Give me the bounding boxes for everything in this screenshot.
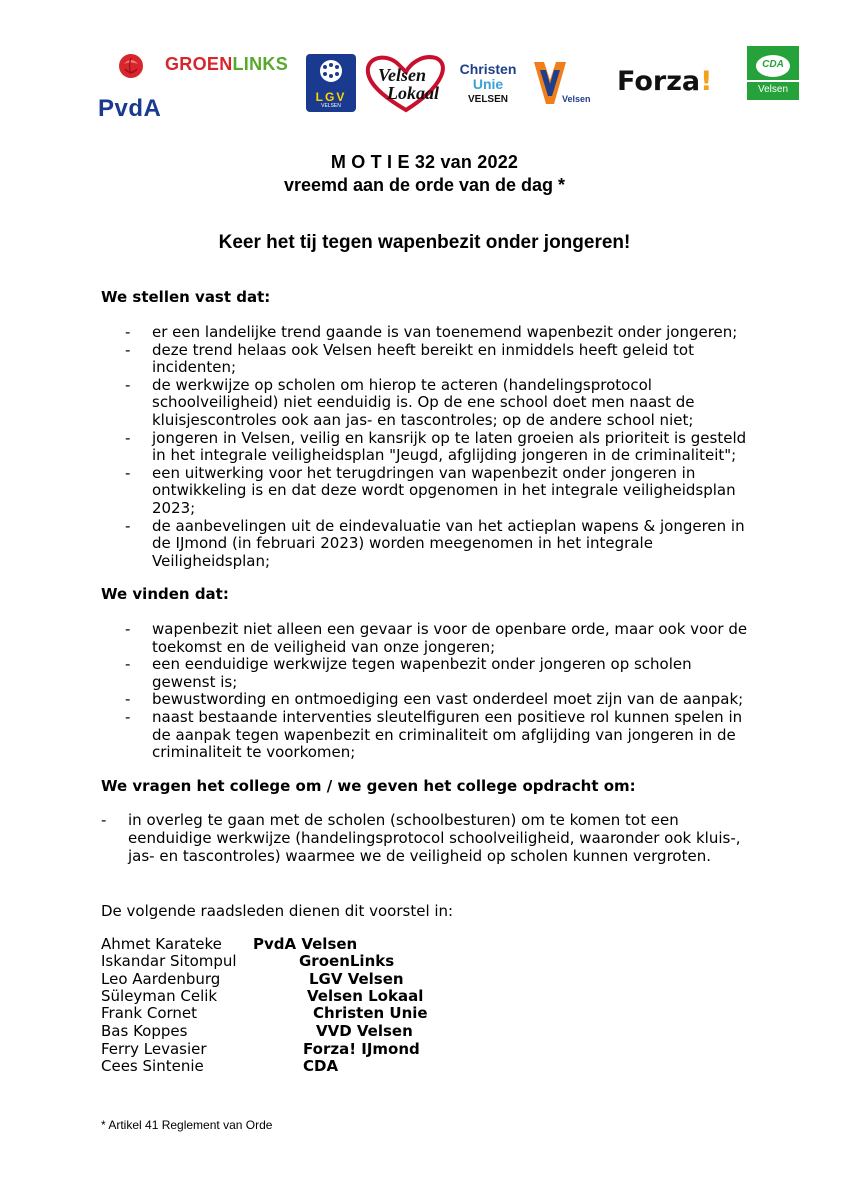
list-vinden <box>0 621 849 762</box>
vvd-logo <box>532 60 592 110</box>
forza-logo-mark: ! <box>700 66 713 97</box>
list-item: - jongeren in Velsen, veilig en kansrijk op te laten groeien als prioriteit is gesteld in het integrale veiligheidsplan "Jeugd, afglijding jongeren in de criminaliteit"; <box>125 428 747 465</box>
section-title-vragen: We vragen het college om / we geven het college opdracht om: <box>101 777 636 795</box>
motion-subtitle: vreemd aan de orde van de dag * <box>283 175 566 195</box>
list-item: - de werkwijze op scholen om hierop te acteren (handelingsprotocol schoolveiligheid) niet eenduidig is. Op de ene school doet men naast de kluisjescontroles ook aan jas- en tascontroles; op de andere school niet; <box>125 375 695 429</box>
signer-name: Ferry Levasier <box>101 1040 207 1058</box>
list-item: - de aanbevelingen uit de eindevaluatie van het actieplan wapens & jongeren in de IJmond (in februari 2023) worden meegenomen in het integrale Veiligheidsplan; <box>125 516 745 570</box>
cda-logo-text: CDA <box>762 59 784 70</box>
signer-name: Bas Koppes <box>101 1022 188 1040</box>
list-vragen <box>0 812 849 865</box>
signer-party: CDA <box>303 1057 339 1075</box>
signer-name: Cees Sintenie <box>101 1057 204 1075</box>
lgv-logo-subtext: VELSEN <box>321 103 341 109</box>
section-title-vast: We stellen vast dat: <box>101 288 271 306</box>
list-item: - deze trend helaas ook Velsen heeft bereikt en inmiddels heeft geleid tot incidenten; <box>125 340 694 377</box>
pvda-logo-text: PvdA <box>98 95 162 122</box>
lgv-logo-text: LGV <box>315 90 347 104</box>
list-item: - een uitwerking voor het terugdringen van wapenbezit onder jongeren in ontwikkeling is en dat deze wordt opgenomen in het integrale veiligheidsplan 2023; <box>125 463 736 517</box>
signer-name: Leo Aardenburg <box>101 970 221 988</box>
list-item: - er een landelijke trend gaande is van toenemend wapenbezit onder jongeren; <box>125 323 738 341</box>
list-item: - naast bestaande interventies sleutelfiguren een positieve rol kunnen spelen in de aanpak tegen wapenbezit en criminaliteit om afglijding van jongeren in de criminaliteit te voorkomen; <box>125 707 743 762</box>
list-item: - wapenbezit niet alleen een gevaar is voor de openbare orde, maar ook voor de toekomst en de veiligheid van onze jongeren; <box>125 620 748 656</box>
forza-logo <box>617 66 712 97</box>
vvd-logo-subtext: Velsen <box>562 94 591 104</box>
lgv-logo <box>306 54 356 112</box>
motion-title: Keer het tij tegen wapenbezit onder jongeren! <box>218 232 631 253</box>
signer-name: Iskandar Sitompul <box>101 952 237 970</box>
signer-party: Christen Unie <box>313 1004 428 1022</box>
signer-name: Ahmet Karateke <box>101 935 222 953</box>
christenunie-line1: Christen <box>459 61 517 77</box>
groenlinks-logo-part-a: GROEN <box>165 54 233 74</box>
groenlinks-logo-part-b: LINKS <box>232 54 289 74</box>
list-item: - in overleg te gaan met de scholen (schoolbesturen) om te komen tot een eenduidige werkwijze (handelingsprotocol schoolveiligheid, waaronder ook kluis-, jas- en tascontroles) waarmee we de veiligheid op scholen kunnen vergroten. <box>101 811 741 865</box>
signer-party: PvdA Velsen <box>253 935 358 953</box>
signer-party: VVD Velsen <box>316 1022 413 1040</box>
signer-name: Süleyman Celik <box>101 987 218 1005</box>
motion-number-title: M O T I E 32 van 2022 <box>330 152 519 172</box>
cda-logo <box>747 46 799 100</box>
party-logos-bar <box>0 40 849 130</box>
list-item: - een eenduidige werkwijze tegen wapenbezit onder jongeren op scholen gewenst is; <box>125 655 692 691</box>
signer-party: Forza! IJmond <box>303 1040 420 1058</box>
groenlinks-logo <box>165 54 288 75</box>
forza-logo-text: Forza <box>617 66 701 97</box>
velsen-lokaal-logo-text <box>378 66 439 102</box>
footnote: * Artikel 41 Reglement van Orde <box>101 1118 273 1132</box>
signers-intro: De volgende raadsleden dienen dit voorstel in: <box>101 902 454 920</box>
velsen-lokaal-logo <box>362 52 450 114</box>
signer-party: GroenLinks <box>299 952 395 970</box>
cda-logo-subtext: Velsen <box>757 84 789 95</box>
christenunie-logo <box>452 62 524 107</box>
christenunie-line2: Unie <box>472 76 504 92</box>
list-vast <box>0 324 849 570</box>
signer-party: Velsen Lokaal <box>307 987 424 1005</box>
signer-party: LGV Velsen <box>309 970 404 988</box>
velsen-lokaal-line2: Lokaal <box>387 83 439 103</box>
list-item: - bewustwording en ontmoediging een vast onderdeel moet zijn van de aanpak; <box>125 690 744 709</box>
signer-name: Frank Cornet <box>101 1004 198 1022</box>
velsen-lokaal-line1: Velsen <box>378 65 427 85</box>
pvda-rose-logo <box>116 52 146 82</box>
christenunie-line3: VELSEN <box>467 94 508 105</box>
section-title-vinden: We vinden dat: <box>101 585 229 603</box>
